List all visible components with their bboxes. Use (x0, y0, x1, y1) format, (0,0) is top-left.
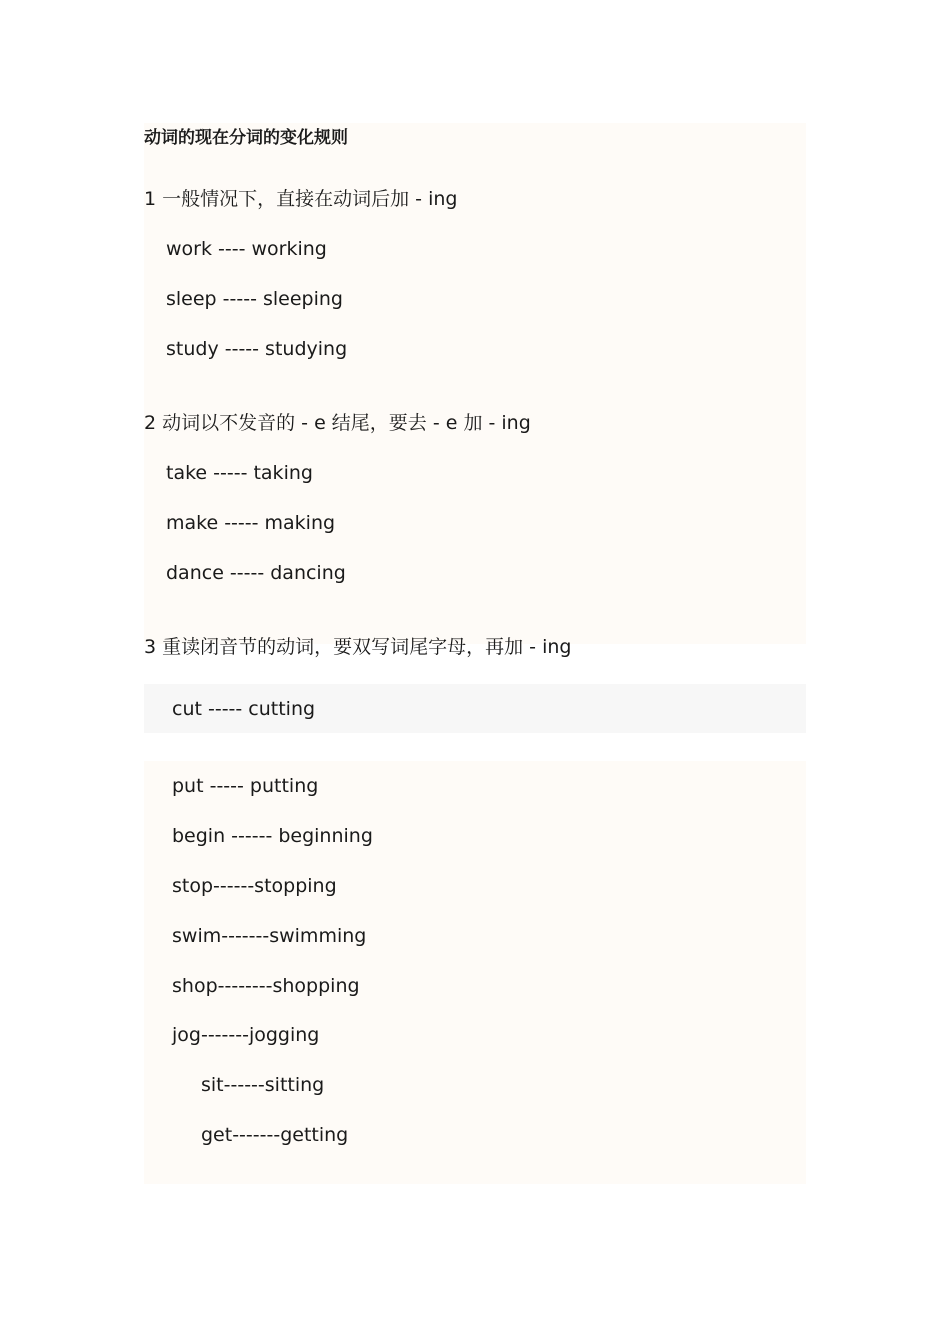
rule3-example: shop--------shopping (172, 975, 360, 997)
page-title: 动词的现在分词的变化规则 (144, 128, 348, 148)
rule2-heading: 2 动词以不发音的 - e 结尾，要去 - e 加 - ing (144, 412, 531, 434)
rule3-example: stop------stopping (172, 875, 337, 897)
rule3-example: get-------getting (201, 1124, 349, 1146)
rule3-example: jog-------jogging (172, 1024, 320, 1046)
rule1-example: study ----- studying (166, 338, 348, 360)
rule3-example: cut ----- cutting (172, 698, 316, 720)
rule3-heading: 3 重读闭音节的动词，要双写词尾字母，再加 - ing (144, 636, 572, 658)
rule3-example: swim-------swimming (172, 925, 367, 947)
rule1-example: sleep ----- sleeping (166, 288, 343, 310)
rule3-example: begin ------ beginning (172, 825, 373, 847)
rule1-example: work ---- working (166, 238, 327, 260)
rule2-example: make ----- making (166, 512, 336, 534)
rule3-example: put ----- putting (172, 775, 319, 797)
rule3-example: sit------sitting (201, 1074, 325, 1096)
rule1-heading: 1 一般情况下，直接在动词后加 - ing (144, 188, 458, 210)
rule2-example: take ----- taking (166, 462, 313, 484)
rule2-example: dance ----- dancing (166, 562, 346, 584)
